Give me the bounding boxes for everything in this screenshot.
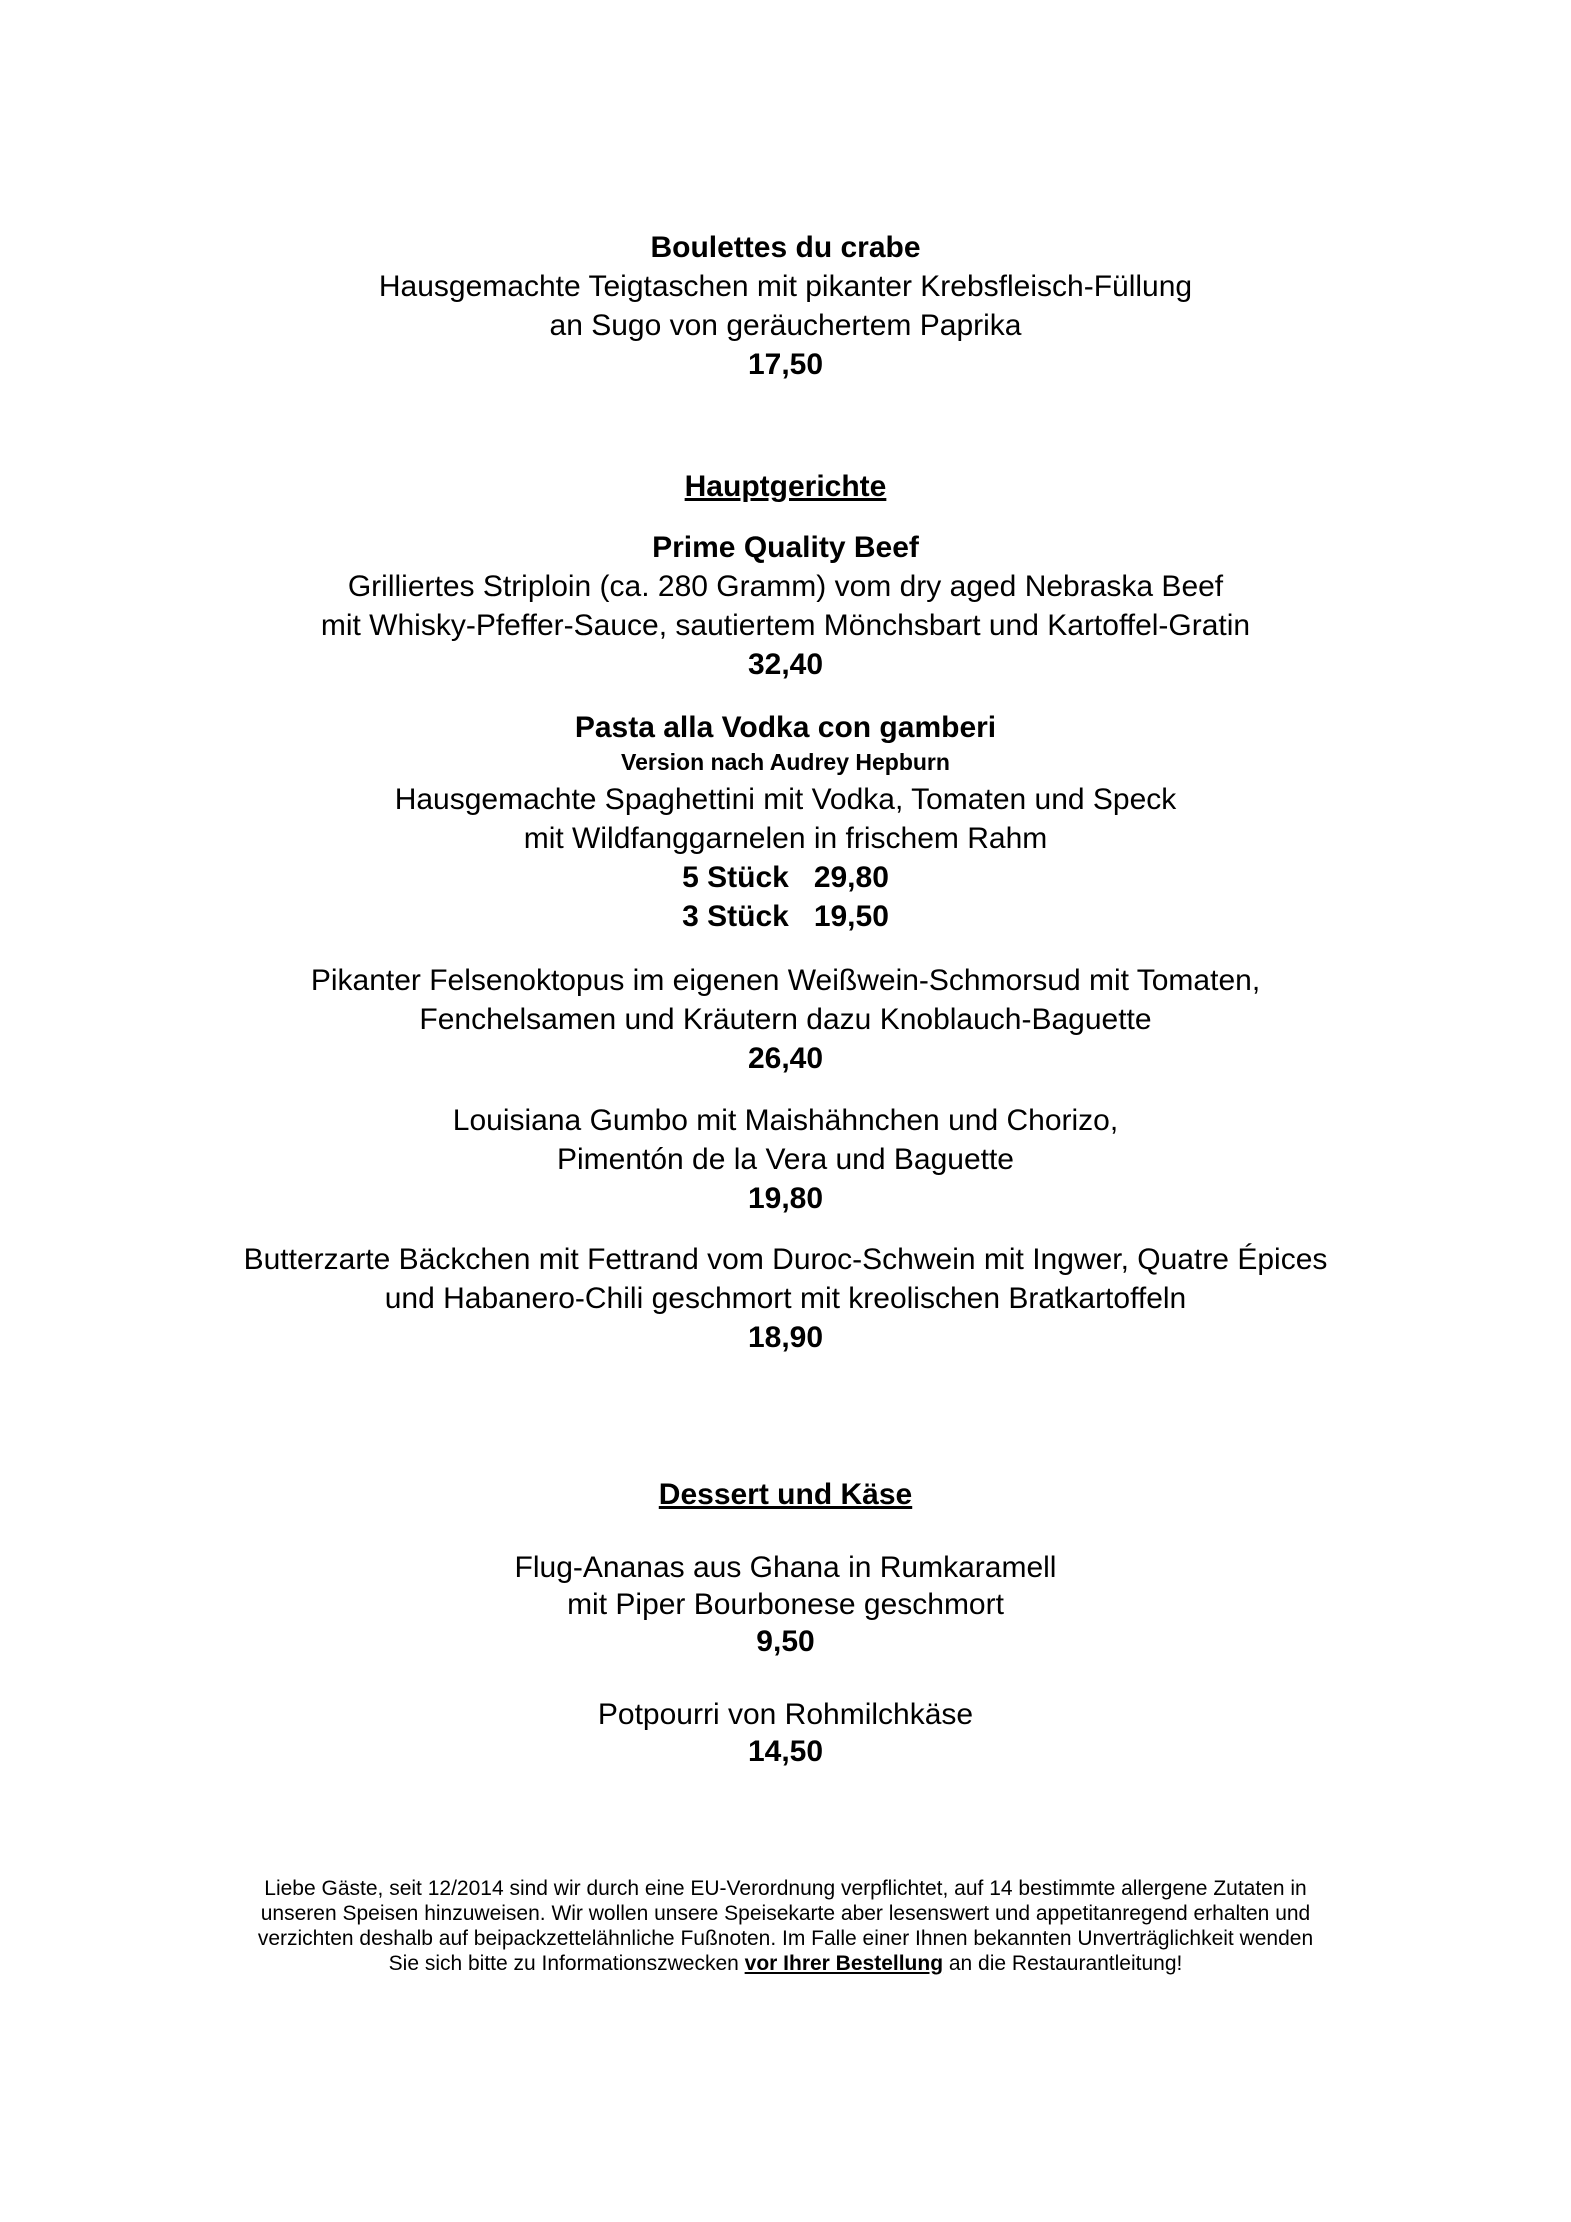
section-heading-dessert: Dessert und Käse: [658, 1478, 913, 1511]
allergen-note-line: unseren Speisen hinzuweisen. Wir wollen unsere Speisekarte aber lesenswert und appetitanregend erhalten und: [260, 1902, 1311, 1925]
section-heading-main: Hauptgerichte: [684, 470, 887, 503]
dish-price: 17,50: [747, 348, 824, 381]
dish-description-line: mit Wildfanggarnelen in frischem Rahm: [523, 822, 1048, 855]
allergen-note-emphasis: vor Ihrer Bestellung: [744, 1952, 944, 1975]
dish-description-line: mit Piper Bourbonese geschmort: [567, 1588, 1004, 1621]
dish-price: 32,40: [747, 648, 824, 681]
dish-description-line: Pimentón de la Vera und Baguette: [556, 1143, 1014, 1176]
dish-price: 9,50: [756, 1625, 815, 1658]
dish-price: 5 Stück 29,80: [682, 861, 889, 894]
dish-description-line: Potpourri von Rohmilchkäse: [597, 1698, 974, 1731]
dish-description-line: Grilliertes Striploin (ca. 280 Gramm) vom dry aged Nebraska Beef: [347, 570, 1224, 603]
dish-description-line: mit Whisky-Pfeffer-Sauce, sautiertem Mönchsbart und Kartoffel-Gratin: [320, 609, 1251, 642]
dish-price: 14,50: [747, 1735, 824, 1768]
allergen-note-line: verzichten deshalb auf beipackzettelähnliche Fußnoten. Im Falle einer Ihnen bekannten Unverträglichkeit wenden: [257, 1927, 1314, 1950]
allergen-note-text: Sie sich bitte zu Informationszwecken: [388, 1952, 745, 1975]
dish-description-line: Flug-Ananas aus Ghana in Rumkaramell: [514, 1551, 1057, 1584]
allergen-note-text: an die Restaurantleitung!: [943, 1952, 1183, 1975]
dish-description-line: Louisiana Gumbo mit Maishähnchen und Chorizo,: [452, 1104, 1119, 1137]
dish-description-line: Butterzarte Bäckchen mit Fettrand vom Duroc-Schwein mit Ingwer, Quatre Épices: [243, 1243, 1328, 1276]
dish-title: Prime Quality Beef: [652, 531, 919, 564]
dish-description-line: an Sugo von geräuchertem Paprika: [549, 309, 1022, 342]
dish-description-line: Hausgemachte Spaghettini mit Vodka, Tomaten und Speck: [394, 783, 1177, 816]
dish-description-line: und Habanero-Chili geschmort mit kreolischen Bratkartoffeln: [384, 1282, 1187, 1315]
dish-price: 3 Stück 19,50: [682, 900, 889, 933]
dish-description-line: Pikanter Felsenoktopus im eigenen Weißwein-Schmorsud mit Tomaten,: [310, 964, 1261, 997]
dish-description-line: Fenchelsamen und Kräutern dazu Knoblauch-Baguette: [419, 1003, 1152, 1036]
dish-price: 18,90: [747, 1321, 824, 1354]
allergen-note-line: [0, 1953, 1571, 1974]
dish-price: 19,80: [747, 1182, 824, 1215]
dish-subtitle: Version nach Audrey Hepburn: [621, 749, 950, 775]
dish-title: Boulettes du crabe: [650, 231, 921, 264]
dish-price: 26,40: [747, 1042, 824, 1075]
allergen-note-line: Liebe Gäste, seit 12/2014 sind wir durch eine EU-Verordnung verpflichtet, auf 14 bestimmte allergene Zutaten in: [264, 1877, 1307, 1900]
dish-title: Pasta alla Vodka con gamberi: [574, 711, 997, 744]
dish-description-line: Hausgemachte Teigtaschen mit pikanter Krebsfleisch-Füllung: [378, 270, 1193, 303]
